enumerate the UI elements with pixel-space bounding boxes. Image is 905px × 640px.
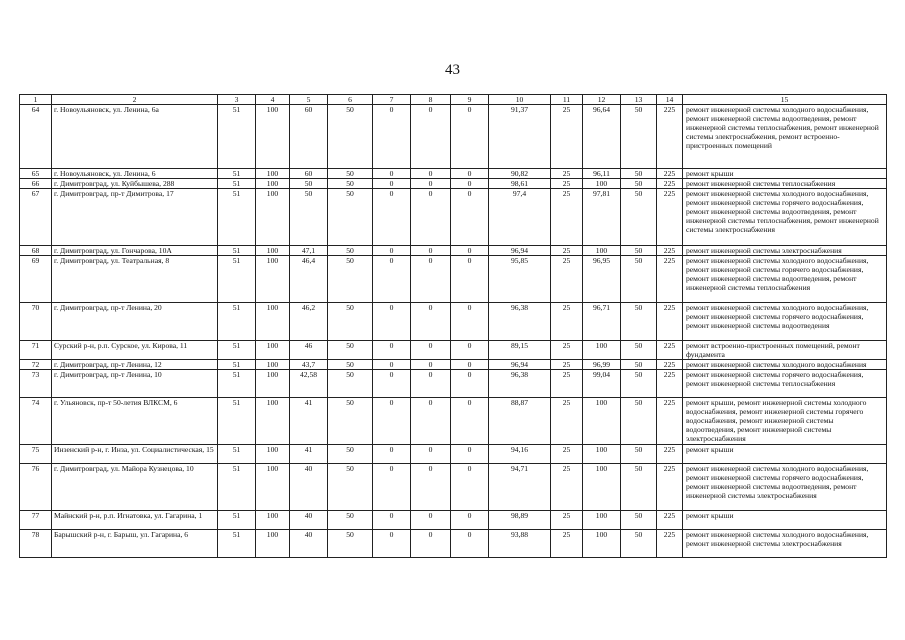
- row-number: 76: [20, 464, 52, 511]
- value-cell: 94,16: [489, 445, 551, 464]
- value-cell: 0: [411, 246, 451, 256]
- value-cell: 89,15: [489, 341, 551, 360]
- value-cell: 51: [218, 169, 256, 179]
- value-cell: 51: [218, 445, 256, 464]
- value-cell: 50: [621, 360, 657, 370]
- value-cell: 50: [621, 303, 657, 341]
- value-cell: 0: [451, 370, 489, 398]
- column-header: 4: [256, 95, 290, 105]
- value-cell: 100: [256, 105, 290, 169]
- row-number: 78: [20, 530, 52, 558]
- column-header: 11: [551, 95, 583, 105]
- value-cell: 100: [256, 303, 290, 341]
- value-cell: 96,95: [583, 256, 621, 303]
- value-cell: 0: [451, 256, 489, 303]
- value-cell: 100: [256, 256, 290, 303]
- column-header: 3: [218, 95, 256, 105]
- value-cell: 51: [218, 370, 256, 398]
- row-number: 72: [20, 360, 52, 370]
- address-cell: г. Димитровград, ул. Гончарова, 10А: [52, 246, 218, 256]
- value-cell: 0: [411, 341, 451, 360]
- value-cell: 51: [218, 179, 256, 189]
- address-cell: г. Новоульяновск, ул. Ленина, 6а: [52, 105, 218, 169]
- value-cell: 0: [451, 303, 489, 341]
- value-cell: 51: [218, 303, 256, 341]
- works-cell: ремонт крыши: [683, 445, 887, 464]
- value-cell: 50: [328, 189, 373, 246]
- table-row: [20, 341, 887, 360]
- table-row: [20, 105, 887, 169]
- row-number: 67: [20, 189, 52, 246]
- address-cell: г. Димитровград, ул. Майора Кузнецова, 10: [52, 464, 218, 511]
- value-cell: 25: [551, 303, 583, 341]
- works-cell: ремонт крыши: [683, 169, 887, 179]
- value-cell: 0: [373, 179, 411, 189]
- value-cell: 40: [290, 511, 328, 530]
- value-cell: 100: [256, 511, 290, 530]
- value-cell: 0: [451, 445, 489, 464]
- works-cell: ремонт инженерной системы холодного водоснабжения, ремонт инженерной системы горячего водоснабжения, ремонт инженерной системы водоотведения, ремонт инженерной системы теплоснабжения: [683, 256, 887, 303]
- value-cell: 46,4: [290, 256, 328, 303]
- value-cell: 50: [328, 464, 373, 511]
- table-row: [20, 398, 887, 445]
- value-cell: 0: [411, 105, 451, 169]
- value-cell: 100: [256, 445, 290, 464]
- value-cell: 46,2: [290, 303, 328, 341]
- works-cell: ремонт инженерной системы холодного водоснабжения, ремонт инженерной системы водоотведения, ремонт инженерной системы теплоснабжения, ремонт инженерной системы электроснабжения, ремонт встроенно-пристроенных помещений: [683, 105, 887, 169]
- row-number: 71: [20, 341, 52, 360]
- column-header: 10: [489, 95, 551, 105]
- value-cell: 46: [290, 341, 328, 360]
- value-cell: 51: [218, 256, 256, 303]
- table-row: [20, 530, 887, 558]
- table-row: [20, 511, 887, 530]
- value-cell: 0: [373, 189, 411, 246]
- value-cell: 0: [373, 360, 411, 370]
- value-cell: 100: [583, 246, 621, 256]
- value-cell: 99,04: [583, 370, 621, 398]
- value-cell: 0: [373, 370, 411, 398]
- value-cell: 50: [328, 398, 373, 445]
- value-cell: 225: [657, 530, 683, 558]
- value-cell: 40: [290, 530, 328, 558]
- value-cell: 50: [328, 169, 373, 179]
- value-cell: 25: [551, 105, 583, 169]
- address-cell: Барышский р-н, г. Барыш, ул. Гагарина, 6: [52, 530, 218, 558]
- value-cell: 51: [218, 530, 256, 558]
- works-cell: ремонт инженерной системы холодного водоснабжения, ремонт инженерной системы электроснабжения: [683, 530, 887, 558]
- value-cell: 25: [551, 511, 583, 530]
- value-cell: 50: [328, 445, 373, 464]
- value-cell: 50: [621, 370, 657, 398]
- value-cell: 93,88: [489, 530, 551, 558]
- value-cell: 42,58: [290, 370, 328, 398]
- value-cell: 88,87: [489, 398, 551, 445]
- value-cell: 100: [256, 169, 290, 179]
- value-cell: 50: [621, 398, 657, 445]
- value-cell: 97,81: [583, 189, 621, 246]
- value-cell: 25: [551, 370, 583, 398]
- value-cell: 40: [290, 464, 328, 511]
- value-cell: 225: [657, 370, 683, 398]
- value-cell: 0: [373, 464, 411, 511]
- works-cell: ремонт крыши, ремонт инженерной системы холодного водоснабжения, ремонт инженерной системы горячего водоснабжения, ремонт инженерной системы водоотведения, ремонт инженерной системы электроснабжения: [683, 398, 887, 445]
- value-cell: 0: [411, 169, 451, 179]
- value-cell: 0: [411, 445, 451, 464]
- table-row: [20, 360, 887, 370]
- works-cell: ремонт инженерной системы холодного водоснабжения, ремонт инженерной системы горячего водоснабжения, ремонт инженерной системы водоотведения: [683, 303, 887, 341]
- value-cell: 50: [328, 179, 373, 189]
- value-cell: 225: [657, 189, 683, 246]
- value-cell: 50: [328, 370, 373, 398]
- value-cell: 100: [583, 464, 621, 511]
- table-row: [20, 169, 887, 179]
- value-cell: 97,4: [489, 189, 551, 246]
- address-cell: г. Димитровград, пр-т Ленина, 12: [52, 360, 218, 370]
- address-cell: г. Димитровград, пр-т Димитрова, 17: [52, 189, 218, 246]
- value-cell: 100: [583, 179, 621, 189]
- page-number: 43: [445, 62, 460, 78]
- value-cell: 100: [256, 530, 290, 558]
- value-cell: 60: [290, 105, 328, 169]
- table-row: [20, 370, 887, 398]
- value-cell: 100: [256, 360, 290, 370]
- row-number: 66: [20, 179, 52, 189]
- value-cell: 51: [218, 341, 256, 360]
- value-cell: 0: [373, 105, 411, 169]
- value-cell: 25: [551, 398, 583, 445]
- value-cell: 25: [551, 189, 583, 246]
- address-cell: Сурский р-н, р.п. Сурское, ул. Кирова, 11: [52, 341, 218, 360]
- value-cell: 100: [583, 398, 621, 445]
- row-number: 77: [20, 511, 52, 530]
- value-cell: 100: [583, 530, 621, 558]
- table-row: [20, 256, 887, 303]
- value-cell: 0: [373, 303, 411, 341]
- value-cell: 25: [551, 246, 583, 256]
- value-cell: 96,94: [489, 360, 551, 370]
- value-cell: 0: [451, 189, 489, 246]
- column-header: 15: [683, 95, 887, 105]
- column-header: 12: [583, 95, 621, 105]
- value-cell: 41: [290, 445, 328, 464]
- value-cell: 47,1: [290, 246, 328, 256]
- column-header: 2: [52, 95, 218, 105]
- value-cell: 225: [657, 179, 683, 189]
- value-cell: 100: [256, 370, 290, 398]
- value-cell: 0: [451, 246, 489, 256]
- value-cell: 100: [256, 189, 290, 246]
- value-cell: 0: [373, 256, 411, 303]
- value-cell: 51: [218, 189, 256, 246]
- works-cell: ремонт инженерной системы холодного водоснабжения, ремонт инженерной системы горячего водоснабжения, ремонт инженерной системы водоотведения, ремонт инженерной системы теплоснабжения, ремонт инженерной системы электроснабжения: [683, 189, 887, 246]
- value-cell: 225: [657, 256, 683, 303]
- value-cell: 0: [411, 464, 451, 511]
- address-cell: Майнский р-н, р.п. Игнатовка, ул. Гагарина, 1: [52, 511, 218, 530]
- value-cell: 0: [411, 256, 451, 303]
- value-cell: 96,11: [583, 169, 621, 179]
- repair-table: [19, 94, 887, 558]
- value-cell: 50: [621, 179, 657, 189]
- row-number: 74: [20, 398, 52, 445]
- row-number: 73: [20, 370, 52, 398]
- value-cell: 50: [621, 530, 657, 558]
- value-cell: 25: [551, 464, 583, 511]
- value-cell: 0: [451, 464, 489, 511]
- value-cell: 0: [451, 179, 489, 189]
- value-cell: 100: [583, 511, 621, 530]
- value-cell: 50: [621, 246, 657, 256]
- value-cell: 225: [657, 398, 683, 445]
- value-cell: 225: [657, 511, 683, 530]
- value-cell: 25: [551, 179, 583, 189]
- value-cell: 225: [657, 464, 683, 511]
- value-cell: 25: [551, 360, 583, 370]
- table-header-row: [20, 95, 887, 105]
- address-cell: г. Димитровград, ул. Театральная, 8: [52, 256, 218, 303]
- column-header: 1: [20, 95, 52, 105]
- value-cell: 50: [621, 189, 657, 246]
- value-cell: 0: [451, 105, 489, 169]
- value-cell: 50: [328, 341, 373, 360]
- value-cell: 50: [328, 511, 373, 530]
- value-cell: 50: [328, 256, 373, 303]
- value-cell: 50: [621, 256, 657, 303]
- value-cell: 51: [218, 246, 256, 256]
- row-number: 68: [20, 246, 52, 256]
- column-header: 13: [621, 95, 657, 105]
- value-cell: 94,71: [489, 464, 551, 511]
- row-number: 69: [20, 256, 52, 303]
- row-number: 64: [20, 105, 52, 169]
- value-cell: 41: [290, 398, 328, 445]
- value-cell: 25: [551, 530, 583, 558]
- value-cell: 0: [411, 360, 451, 370]
- value-cell: 96,38: [489, 303, 551, 341]
- works-cell: ремонт встроенно-пристроенных помещений, ремонт фундамента: [683, 341, 887, 360]
- address-cell: Инзенский р-н, г. Инза, ул. Социалистическая, 15: [52, 445, 218, 464]
- value-cell: 96,64: [583, 105, 621, 169]
- value-cell: 51: [218, 511, 256, 530]
- value-cell: 0: [373, 341, 411, 360]
- value-cell: 98,89: [489, 511, 551, 530]
- row-number: 70: [20, 303, 52, 341]
- value-cell: 25: [551, 445, 583, 464]
- value-cell: 50: [621, 169, 657, 179]
- works-cell: ремонт инженерной системы электроснабжения: [683, 246, 887, 256]
- value-cell: 0: [373, 169, 411, 179]
- address-cell: г. Димитровград, пр-т Ленина, 20: [52, 303, 218, 341]
- address-cell: г. Ульяновск, пр-т 50-летия ВЛКСМ, 6: [52, 398, 218, 445]
- row-number: 75: [20, 445, 52, 464]
- column-header: 9: [451, 95, 489, 105]
- value-cell: 50: [328, 246, 373, 256]
- address-cell: г. Димитровград, пр-т Ленина, 10: [52, 370, 218, 398]
- value-cell: 0: [411, 179, 451, 189]
- works-cell: ремонт крыши: [683, 511, 887, 530]
- works-cell: ремонт инженерной системы холодного водоснабжения, ремонт инженерной системы горячего водоснабжения, ремонт инженерной системы водоотведения, ремонт инженерной системы электроснабжения: [683, 464, 887, 511]
- value-cell: 50: [290, 179, 328, 189]
- value-cell: 25: [551, 341, 583, 360]
- value-cell: 43,7: [290, 360, 328, 370]
- value-cell: 95,85: [489, 256, 551, 303]
- value-cell: 50: [621, 445, 657, 464]
- value-cell: 96,94: [489, 246, 551, 256]
- value-cell: 0: [373, 445, 411, 464]
- value-cell: 100: [256, 398, 290, 445]
- value-cell: 225: [657, 169, 683, 179]
- value-cell: 0: [373, 246, 411, 256]
- address-cell: г. Новоульяновск, ул. Ленина, 6: [52, 169, 218, 179]
- value-cell: 50: [621, 341, 657, 360]
- value-cell: 96,71: [583, 303, 621, 341]
- value-cell: 0: [451, 360, 489, 370]
- value-cell: 50: [328, 360, 373, 370]
- value-cell: 60: [290, 169, 328, 179]
- table-row: [20, 303, 887, 341]
- value-cell: 0: [451, 511, 489, 530]
- value-cell: 25: [551, 256, 583, 303]
- address-cell: г. Димитровград, ул. Куйбышева, 288: [52, 179, 218, 189]
- value-cell: 51: [218, 398, 256, 445]
- value-cell: 0: [451, 530, 489, 558]
- value-cell: 96,99: [583, 360, 621, 370]
- value-cell: 25: [551, 169, 583, 179]
- value-cell: 50: [328, 530, 373, 558]
- column-header: 7: [373, 95, 411, 105]
- column-header: 5: [290, 95, 328, 105]
- table-row: [20, 179, 887, 189]
- value-cell: 50: [290, 189, 328, 246]
- value-cell: 100: [583, 341, 621, 360]
- value-cell: 100: [256, 246, 290, 256]
- value-cell: 100: [583, 445, 621, 464]
- value-cell: 225: [657, 105, 683, 169]
- value-cell: 225: [657, 360, 683, 370]
- row-number: 65: [20, 169, 52, 179]
- value-cell: 100: [256, 341, 290, 360]
- column-header: 6: [328, 95, 373, 105]
- works-cell: ремонт инженерной системы холодного водоснабжения: [683, 360, 887, 370]
- table-row: [20, 464, 887, 511]
- value-cell: 0: [451, 398, 489, 445]
- value-cell: 225: [657, 341, 683, 360]
- value-cell: 98,61: [489, 179, 551, 189]
- value-cell: 225: [657, 246, 683, 256]
- value-cell: 0: [373, 398, 411, 445]
- value-cell: 0: [411, 303, 451, 341]
- value-cell: 0: [451, 169, 489, 179]
- value-cell: 51: [218, 464, 256, 511]
- value-cell: 225: [657, 303, 683, 341]
- value-cell: 50: [621, 105, 657, 169]
- value-cell: 0: [373, 530, 411, 558]
- table-row: [20, 189, 887, 246]
- table-row: [20, 445, 887, 464]
- works-cell: ремонт инженерной системы горячего водоснабжения, ремонт инженерной системы теплоснабжения: [683, 370, 887, 398]
- value-cell: 0: [411, 189, 451, 246]
- value-cell: 0: [451, 341, 489, 360]
- value-cell: 100: [256, 179, 290, 189]
- works-cell: ремонт инженерной системы теплоснабжения: [683, 179, 887, 189]
- value-cell: 50: [621, 464, 657, 511]
- column-header: 8: [411, 95, 451, 105]
- value-cell: 0: [373, 511, 411, 530]
- value-cell: 0: [411, 511, 451, 530]
- table-row: [20, 246, 887, 256]
- value-cell: 50: [328, 303, 373, 341]
- value-cell: 0: [411, 398, 451, 445]
- value-cell: 51: [218, 360, 256, 370]
- value-cell: 96,38: [489, 370, 551, 398]
- value-cell: 91,37: [489, 105, 551, 169]
- value-cell: 100: [256, 464, 290, 511]
- value-cell: 0: [411, 530, 451, 558]
- value-cell: 50: [328, 105, 373, 169]
- value-cell: 50: [621, 511, 657, 530]
- column-header: 14: [657, 95, 683, 105]
- value-cell: 51: [218, 105, 256, 169]
- value-cell: 90,82: [489, 169, 551, 179]
- value-cell: 0: [411, 370, 451, 398]
- value-cell: 225: [657, 445, 683, 464]
